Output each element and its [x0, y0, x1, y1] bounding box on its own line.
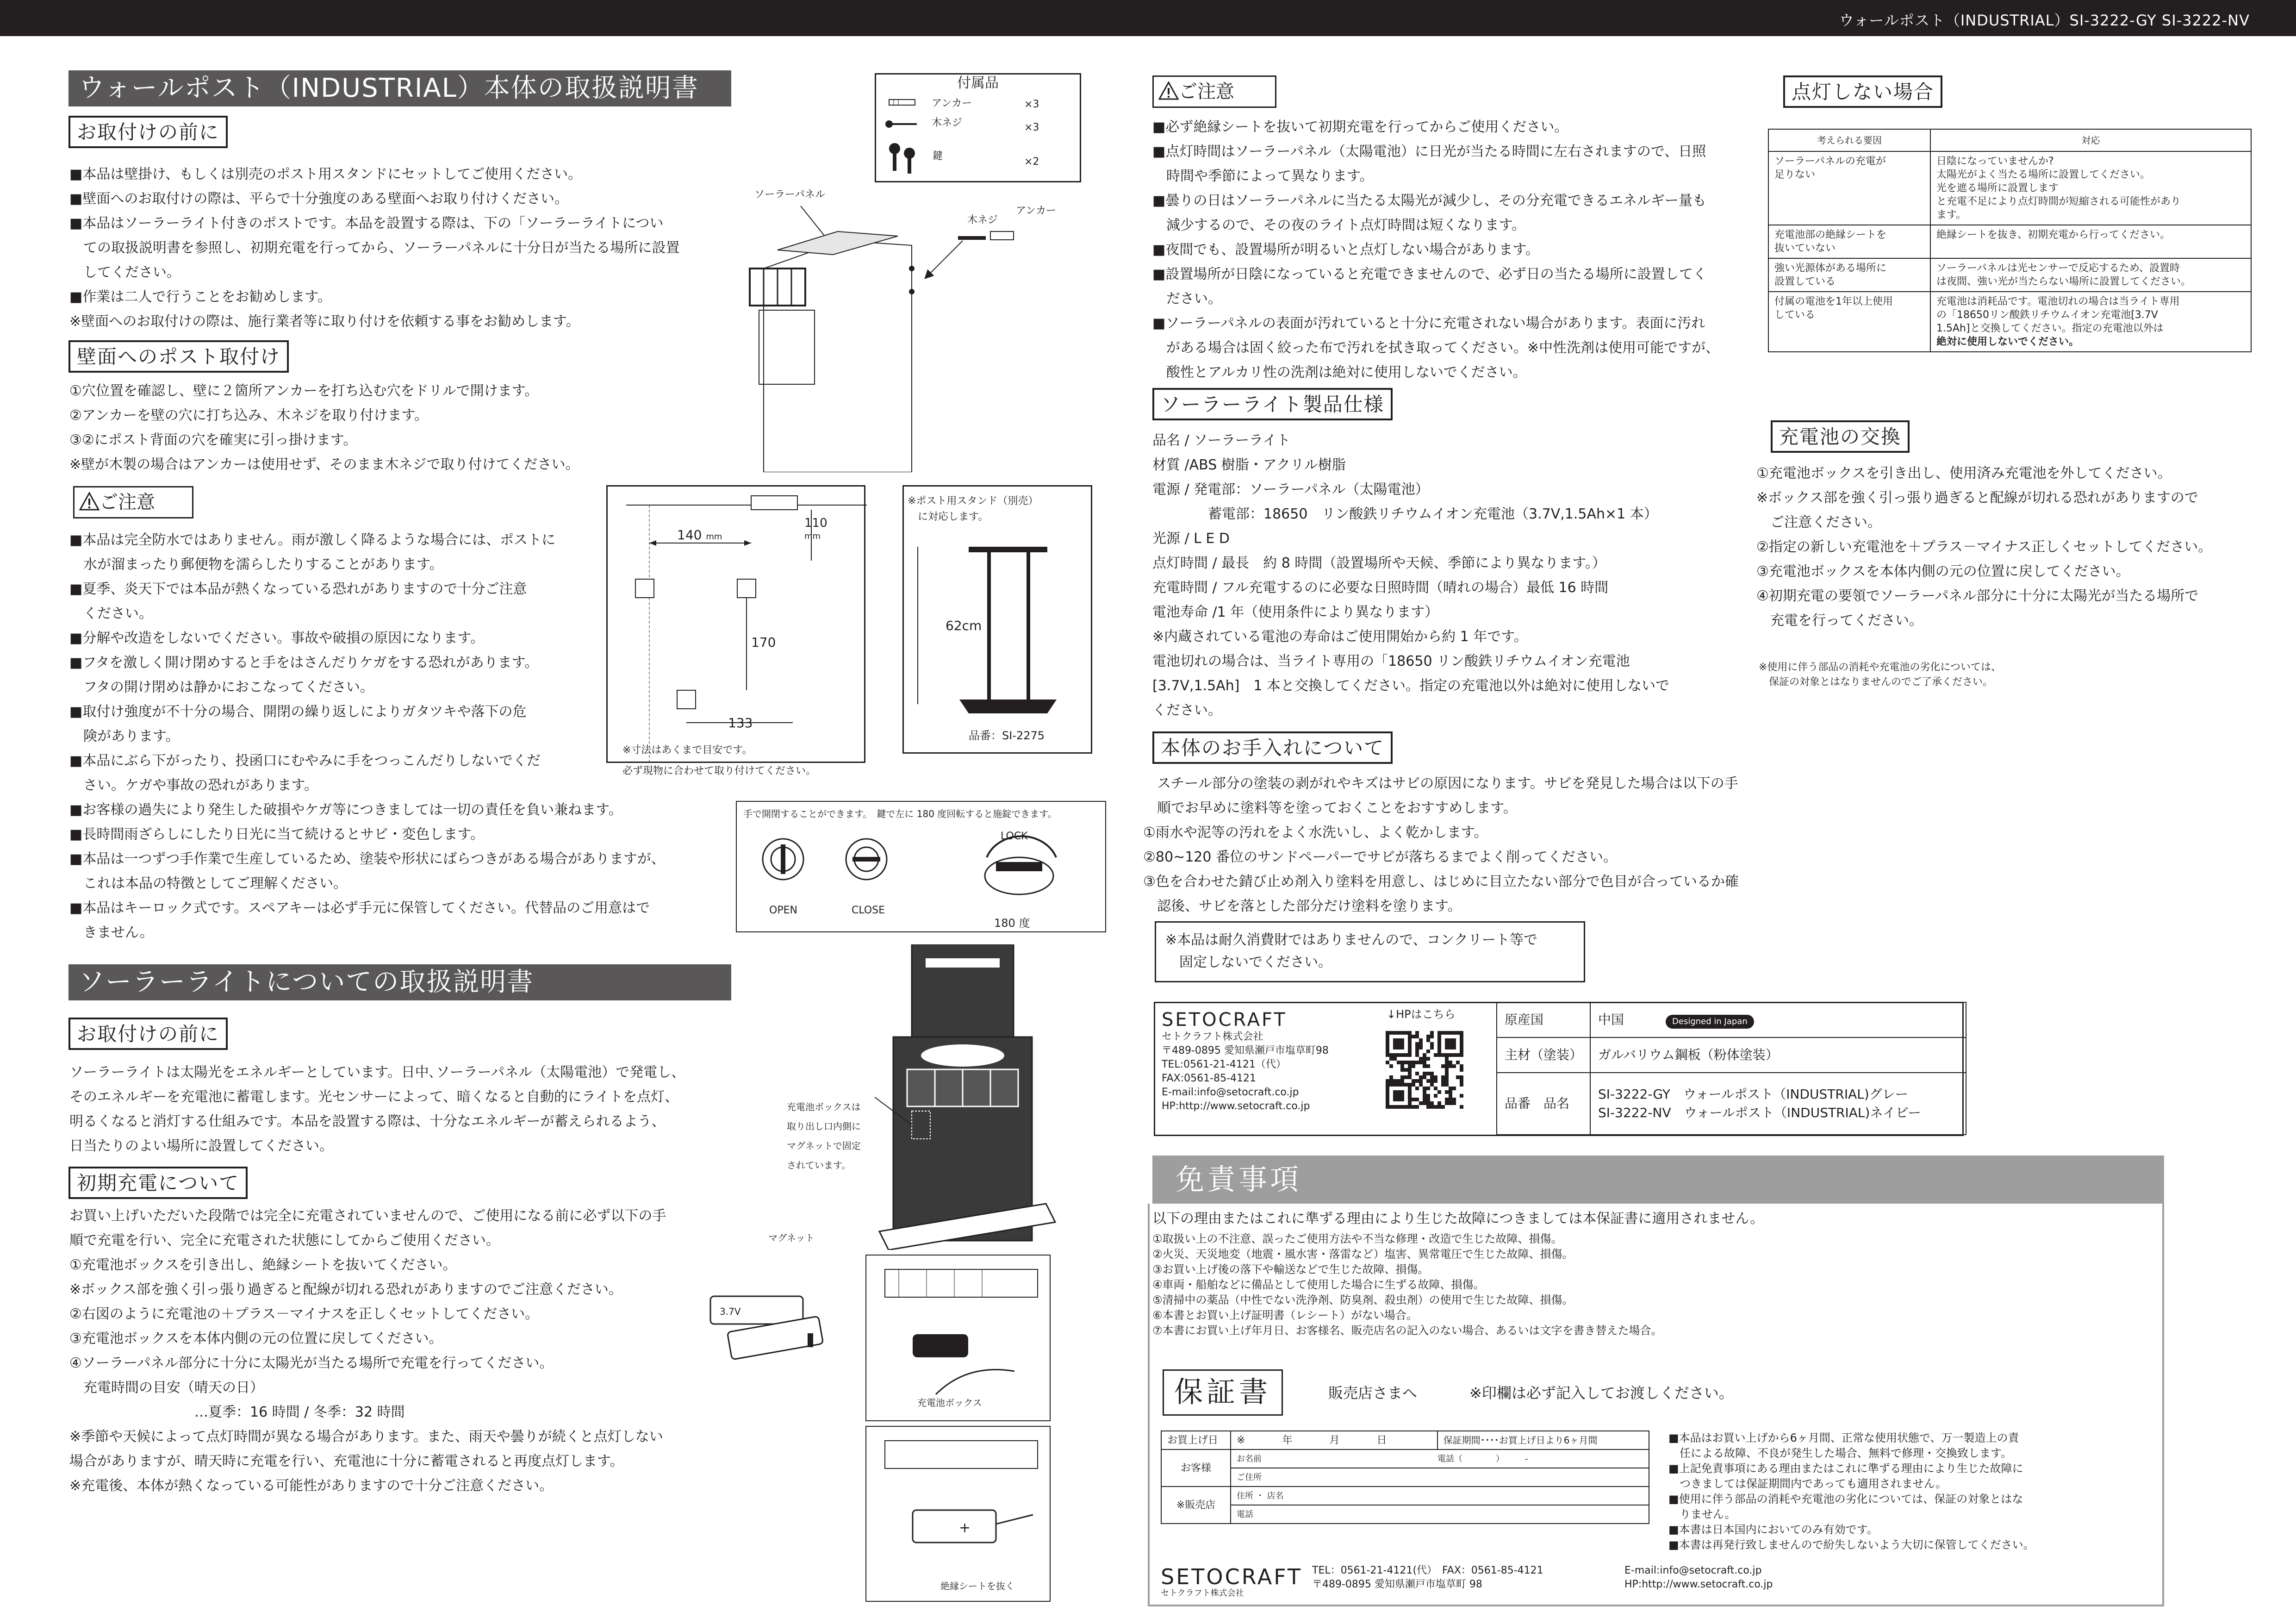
- warranty-must-fill: ※印欄は必ず記入してお渡しください。: [1469, 1384, 1734, 1402]
- company-info: SETOCRAFT セトクラフト株式会社 〒489-0895 愛知県瀬戸市塩草町98 TEL:0561-21-4121（代） FAX:0561-85-4121 E-mail:info@setocraft.co.jp HP:http://www.setocraft.co.jp ↓HPはこちら 原産国 中国 Designed in Japan 主材（塗装） ガルバリウム鋼板（粉体塗装） 品番 品名 SI-3222-GY ウォールポスト（INDUSTRIAL)グレー SI-3222-NV ウォールポスト（INDUSTRIAL)ネイビー: [1154, 1002, 1964, 1136]
- footer-logo: SETOCRAFT: [1161, 1564, 1303, 1589]
- caution-right-heading: ご注意: [1152, 75, 1276, 108]
- solar-before-heading: お取付けの前に: [68, 1018, 228, 1050]
- svg-text:3.7V: 3.7V: [720, 1306, 741, 1317]
- battery-illustration: [701, 1278, 840, 1366]
- care-note: ※本品は耐久消費財ではありませんので、コンクリート等で 固定しないでください。: [1155, 921, 1585, 982]
- dimension-note2: 必ず現物に合わせて取り付けてください。: [622, 765, 816, 777]
- designed-badge: Designed in Japan: [1666, 1015, 1754, 1029]
- dimension-note1: ※寸法はあくまで目安です。: [622, 744, 753, 756]
- before-install-heading: お取付けの前に: [68, 116, 228, 148]
- screw-icon: [884, 117, 921, 131]
- warning-icon-2: [1158, 81, 1179, 101]
- stand-diagram: ※ポスト用スタンド（別売） に対応します。 62cm 品番：SI-2275: [902, 485, 1092, 754]
- disclaimer-items: ①取扱い上の不注意、誤ったご使用方法や不当な修理・改造で生じた故障、損傷。 ②火災、天災地変（地震・風水害・落雷など）塩害、異常電圧で生じた故障、損傷。 ③お買い上げ後の落下や輸送などで生じた故障、損傷。 ④車両・船舶などに備品として使用した場合に生ずる故障、損傷。 ⑤清掃中の薬品（中性でない洗浄剤、防臭剤、殺虫剤）の使用で生じた故障、損傷。 ⑥本書とお買い上げ証明書（レシート）がない場合。 ⑦本書にお買い上げ年月日、お客様名、販売店名の記入のない場合、あるいは文字を書き替えた場合。: [1152, 1232, 1662, 1337]
- solar-title: ソーラーライトについての取扱説明書: [68, 964, 731, 1000]
- qr-code[interactable]: [1386, 1031, 1463, 1109]
- footer-contact: TEL：0561-21-4121(代） FAX：0561-85-4121 〒489-0895 愛知県瀬戸市塩草町 98: [1312, 1565, 1543, 1590]
- top-bar: [0, 0, 2296, 36]
- anchor-icon: [884, 94, 921, 111]
- battery-swap-note: ※使用に伴う部品の消耗や充電池の劣化については、 保証の対象とはなりませんのでご了承ください。: [1759, 662, 2001, 688]
- footer-company-kana: セトクラフト株式会社: [1161, 1588, 1244, 1598]
- warranty-notes: ■本品はお買い上げから6ヶ月間、正常な使用状態で、万一製造上の責 任による故障、不良が発生した場合、無料で修理・交換致します。 ■上記免責事項にある理由またはこれに準ずる理由により生じた故障に つきましては保証期間内であっても適用されません。 ■使用に伴う部品の消耗や充電池の劣化については、保証の対象とはな りません。 ■本書は日本国内においてのみ有効です。 ■本書は再発行致しませんので紛失しないよう大切に保管してください。: [1668, 1431, 2035, 1551]
- wall-mount-text: ①穴位置を確認し、壁に２箇所アンカーを打ち込む穴をドリルで開けます。 ②アンカーを壁の穴に打ち込み、木ネジを取り付けます。 ③②にポスト背面の穴を確実に引っ掛けます。 ※壁が木製の場合はアンカーは使用せず、そのまま木ネジで取り付けてください。: [69, 383, 579, 473]
- detail-box-2: + 絶縁シートを抜く: [865, 1426, 1051, 1602]
- product-table: 原産国 中国 Designed in Japan 主材（塗装） ガルバリウム鋼板（粉体塗装） 品番 品名 SI-3222-GY ウォールポスト（INDUSTRIAL)グレー SI-3222-NV ウォールポスト（INDUSTRIAL)ネイビー: [1496, 1002, 1966, 1135]
- setocraft-logo: SETOCRAFT: [1162, 1009, 1287, 1031]
- lock-diagram: 手で開閉することができます。 鍵で左に 180 度回転すると施錠できます。 OPEN CLOSE LOCK 180 度: [736, 801, 1106, 932]
- spec-heading: ソーラーライト製品仕様: [1152, 388, 1393, 420]
- battery-swap-heading: 充電池の交換: [1771, 420, 1910, 453]
- warning-icon: [79, 491, 100, 512]
- care-heading: 本体のお手入れについて: [1152, 731, 1393, 764]
- battery-swap-text: ①充電池ボックスを引き出し、使用済み充電池を外してください。 ※ボックス部を強く引っ張り過ぎると配線が切れる恐れがありますので ご注意ください。 ②指定の新しい充電池を＋プラス－マイナス正しくセットしてください。 ③充電池ボックスを本体内側の元の位置に戻してください。 ④初期充電の要領でソーラーパネル部分に十分に太陽光が当たる場所で 充電を行ってください。: [1756, 465, 2212, 629]
- key-icon: [886, 139, 919, 176]
- care-text: スチール部分の塗装の剥がれやキズはサビの原因になります。サビを発見した場合は以下の手 順でお早めに塗料等を塗っておくことをおすすめします。 ①雨水や泥等の汚れをよく水洗いし、よく乾かします。 ②80~120 番位のサンドペーパーでサビが落ちるまでよく削ってください。 ③色を合わせた錆び止め剤入り塗料を用意し、はじめに目立たない部分で色目が合っているか確 認後、サビを落とした部分だけ塗料を塗ります。: [1143, 775, 1739, 914]
- spec-text: 品名 / ソーラーライト 材質 /ABS 樹脂・アクリル樹脂 電源 / 発電部：ソーラーパネル（太陽電池） 蓄電部：18650 リン酸鉄リチウムイオン充電池（3.7V,1.5Ah×1 本） 光源 / L E D 点灯時間 / 最長 約 8 時間（設置場所や天候、季節により異なります。） 充電時間 / フル充電するのに必要な日照時間（晴れの場合）最低 16 時間 電池寿命 /1 年（使用条件により異なります） ※内蔵されている電池の寿命はご使用開始から約 1 年です。 電池切れの場合は、当ライト専用の「18650 リン酸鉄リチウムイオン充電池 [3.7V,1.5Ah] 1 本と交換してください。指定の充電池以外は絶対に使用しないで ください。: [1152, 432, 1670, 718]
- warranty-to-shop: 販売店さまへ: [1328, 1384, 1418, 1402]
- footer-web: E-mail:info@setocraft.co.jp HP:http://www.setocraft.co.jp: [1624, 1565, 1773, 1590]
- warranty-title: 保証書: [1163, 1369, 1283, 1416]
- no-light-table: 考えられる要因 対応 ソーラーパネルの充電が 足りない 日陰になっていませんか? 太陽光がよく当たる場所に設置してください。 光を遮る場所に設置します と充電不足により点灯時間が短縮される可能性があり ます。 充電池部の絶縁シートを 抜いていない 絶縁シートを抜き、初期充電から行ってください。 強い光源体がある場所に 設置している ソーラーパネルは光センサーで反応するため、設置時 は夜間、強い光が当たらない場所に設置してください。 付属の電池を1年以上使用 している 充電池は消耗品です。電池切れの場合は当ライト専用 の「18650リン酸鉄リチウムイオン充電池[3.7V 1.5Ah]と交換してください。指定の充電池以外は 絶対に使用しないでください。: [1768, 129, 2252, 352]
- disclaimer-intro: 以下の理由またはこれに準ずる理由により生じた故障につきましては本保証書に適用されません。: [1152, 1211, 1764, 1227]
- accessories-box: 付属品 アンカー ×3 木ネジ ×3 鍵 ×2: [875, 73, 1081, 182]
- svg-text:+: +: [959, 1520, 971, 1536]
- detail-box-1: 充電池ボックス: [865, 1255, 1051, 1421]
- caution-left-text: ■本品は完全防水ではありません。雨が激しく降るような場合には、ポストに 水が溜まったり郵便物を濡らしたりすることがあります。 ■夏季、炎天下では本品が熱くなっている恐れがありますので十分ご注意 ください。 ■分解や改造をしないでください。事故や破損の原因になります。 ■フタを激しく開け閉めすると手をはさんだりケガをする恐れがあります。 フタの開け閉めは静かにおこなってください。 ■取付け強度が不十分の場合、開閉の繰り返しによりガタツキや落下の危 険があります。 ■本品にぶら下がったり、投函口にむやみに手をつっこんだりしないでくだ さい。ケガや事故の恐れがあります。 ■お客様の過失により発生した破損やケガ等につきましては一切の責任を負い兼ねます。 ■長時間雨ざらしにしたり日光に当て続けるとサビ・変色します。 ■本品は一つずつ手作業で生産しているため、塗装や形状にばらつきがある場合がありますが、 これは本品の特徴としてご理解ください。 ■本品はキーロック式です。スペアキーは必ず手元に保管してください。代替品のご用意はで きません。: [69, 532, 665, 941]
- caution-left-heading: ご注意: [73, 486, 193, 518]
- battery-box-note: 充電池ボックスは 取り出し口内側に マグネットで固定 されています。: [787, 1101, 861, 1171]
- before-install-text: ■本品は壁掛け、もしくは別売のポスト用スタンドにセットしてご使用ください。 ■壁面へのお取付けの際は、平らで十分強度のある壁面へお取り付けください。 ■本品はソーラーライト付きのポストです。本品を設置する際は、下の「ソーラーライトについ ての取扱説明書を参照し、初期充電を行ってから、ソーラーパネルに十分日が当たる場所に設置 してください。 ■作業は二人で行うことをお勧めします。 ※壁面へのお取付けの際は、施行業者等に取り付けを依頼する事をお勧めします。: [69, 166, 680, 330]
- initial-charge-heading: 初期充電について: [68, 1167, 248, 1199]
- post-open-illustration: [778, 944, 1101, 1250]
- dimension-diagram: 140 mm 110 mm 170 133: [606, 485, 865, 763]
- accessories-title: 付属品: [957, 75, 999, 91]
- install-diagram: ソーラーパネル 木ネジ アンカー: [740, 185, 1120, 472]
- disclaimer-heading: 免責事項: [1152, 1156, 2164, 1204]
- model-line: ウォールポスト（INDUSTRIAL）SI-3222-GY SI-3222-NV: [1839, 12, 2250, 29]
- no-light-heading: 点灯しない場合: [1783, 75, 1942, 108]
- magnet-label: マグネット: [768, 1232, 815, 1243]
- warranty-table: お買上げ日 ※ 年 月 日 保証期間････お買上げ日より6ヶ月間 お客様 お名前 電話（ ） - ご住所 ※販売店 住所 ・ 店名 電話: [1161, 1430, 1649, 1524]
- solar-before-text: ソーラーライトは太陽光をエネルギーとしています。日中､ソーラーパネル（太陽電池）で発電し、 そのエネルギーを充電池に蓄電します。光センサーによって、暗くなると自動的にライトを点灯、 明るくなると消灯する仕組みです。本品を設置する際は、十分なエネルギーが蓄えられるよう、 日当たりのよい場所に設置してください。: [69, 1064, 685, 1154]
- initial-charge-text: お買い上げいただいた段階では完全に充電されていませんので、ご使用になる前に必ず以下の手 順で充電を行い、完全に充電された状態にしてからご使用ください。 ①充電池ボックスを引き出し、絶縁シートを抜いてください。 ※ボックス部を強く引っ張り過ぎると配線が切れる恐れがありますのでご注意ください。 ②右図のように充電池の＋プラス－マイナスを正しくセットしてください。 ③充電池ボックスを本体内側の元の位置に戻してください。 ④ソーラーパネル部分に十分に太陽光が当たる場所で充電を行ってください。 充電時間の目安（晴天の日） …夏季：16 時間 / 冬季：32 時間 ※季節や天候によって点灯時間が異なる場合があります。また、雨天や曇りが続くと点灯しない 場合がありますが、晴天時に充電を行い、充電池に十分に蓄電されると再度点灯します。 ※充電後、本体が熱くなっている可能性がありますので十分ご注意ください。: [69, 1208, 666, 1494]
- caution-right-text: ■必ず絶縁シートを抜いて初期充電を行ってからご使用ください。 ■点灯時間はソーラーパネル（太陽電池）に日光が当たる時間に左右されますので、日照 時間や季節によって異なります。 ■曇りの日はソーラーパネルに当たる太陽光が減少し、その分充電できるエネルギー量も 減少するので、その夜のライト点灯時間は短くなります。 ■夜間でも、設置場所が明るいと点灯しない場合があります。 ■設置場所が日陰になっていると充電できませんので、必ず日の当たる場所に設置してく ださい。 ■ソーラーパネルの表面が汚れていると十分に充電されない場合があります。表面に汚れ がある場合は固く絞った布で汚れを拭き取ってください。※中性洗剤は使用可能ですが、 酸性とアルカリ性の洗剤は絶対に使用しないでください。: [1152, 119, 1720, 381]
- wall-mount-heading: 壁面へのポスト取付け: [68, 340, 289, 373]
- main-title: ウォールポスト（INDUSTRIAL）本体の取扱説明書: [68, 70, 731, 106]
